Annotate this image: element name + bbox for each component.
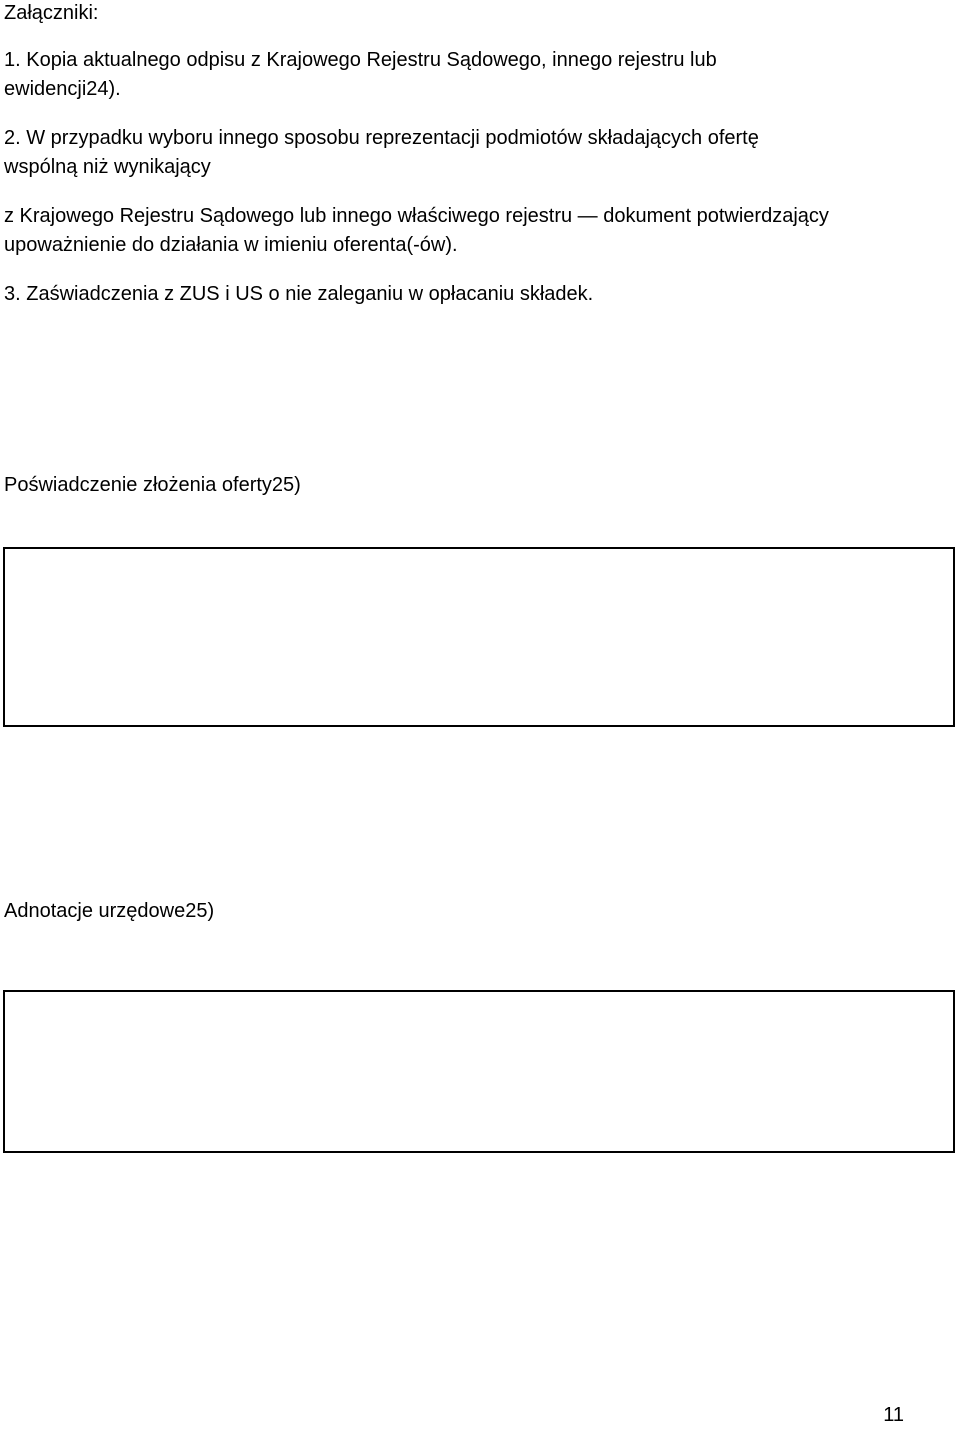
attachment-item-3: 3. Zaświadczenia z ZUS i US o nie zaleganiu w opłacaniu składek. xyxy=(4,283,594,305)
confirmation-box[interactable] xyxy=(3,547,955,727)
attachment-item-2-line-4: upoważnienie do działania w imieniu oferenta(-ów). xyxy=(4,234,458,256)
attachment-item-2-line-3: z Krajowego Rejestru Sądowego lub innego właściwego rejestru — dokument potwierdzający xyxy=(4,205,829,227)
annotations-label: Adnotacje urzędowe25) xyxy=(4,900,215,922)
attachment-item-1-line-1: 1. Kopia aktualnego odpisu z Krajowego Rejestru Sądowego, innego rejestru lub xyxy=(4,49,717,71)
confirmation-label: Poświadczenie złożenia oferty25) xyxy=(4,474,301,496)
attachment-item-1-line-2: ewidencji24). xyxy=(4,78,121,100)
attachment-item-2-line-2: wspólną niż wynikający xyxy=(4,156,211,178)
page-number: 11 xyxy=(883,1404,904,1426)
attachments-heading: Załączniki: xyxy=(4,2,99,24)
annotations-box[interactable] xyxy=(3,990,955,1153)
attachment-item-2-line-1: 2. W przypadku wyboru innego sposobu reprezentacji podmiotów składających ofertę xyxy=(4,127,759,149)
